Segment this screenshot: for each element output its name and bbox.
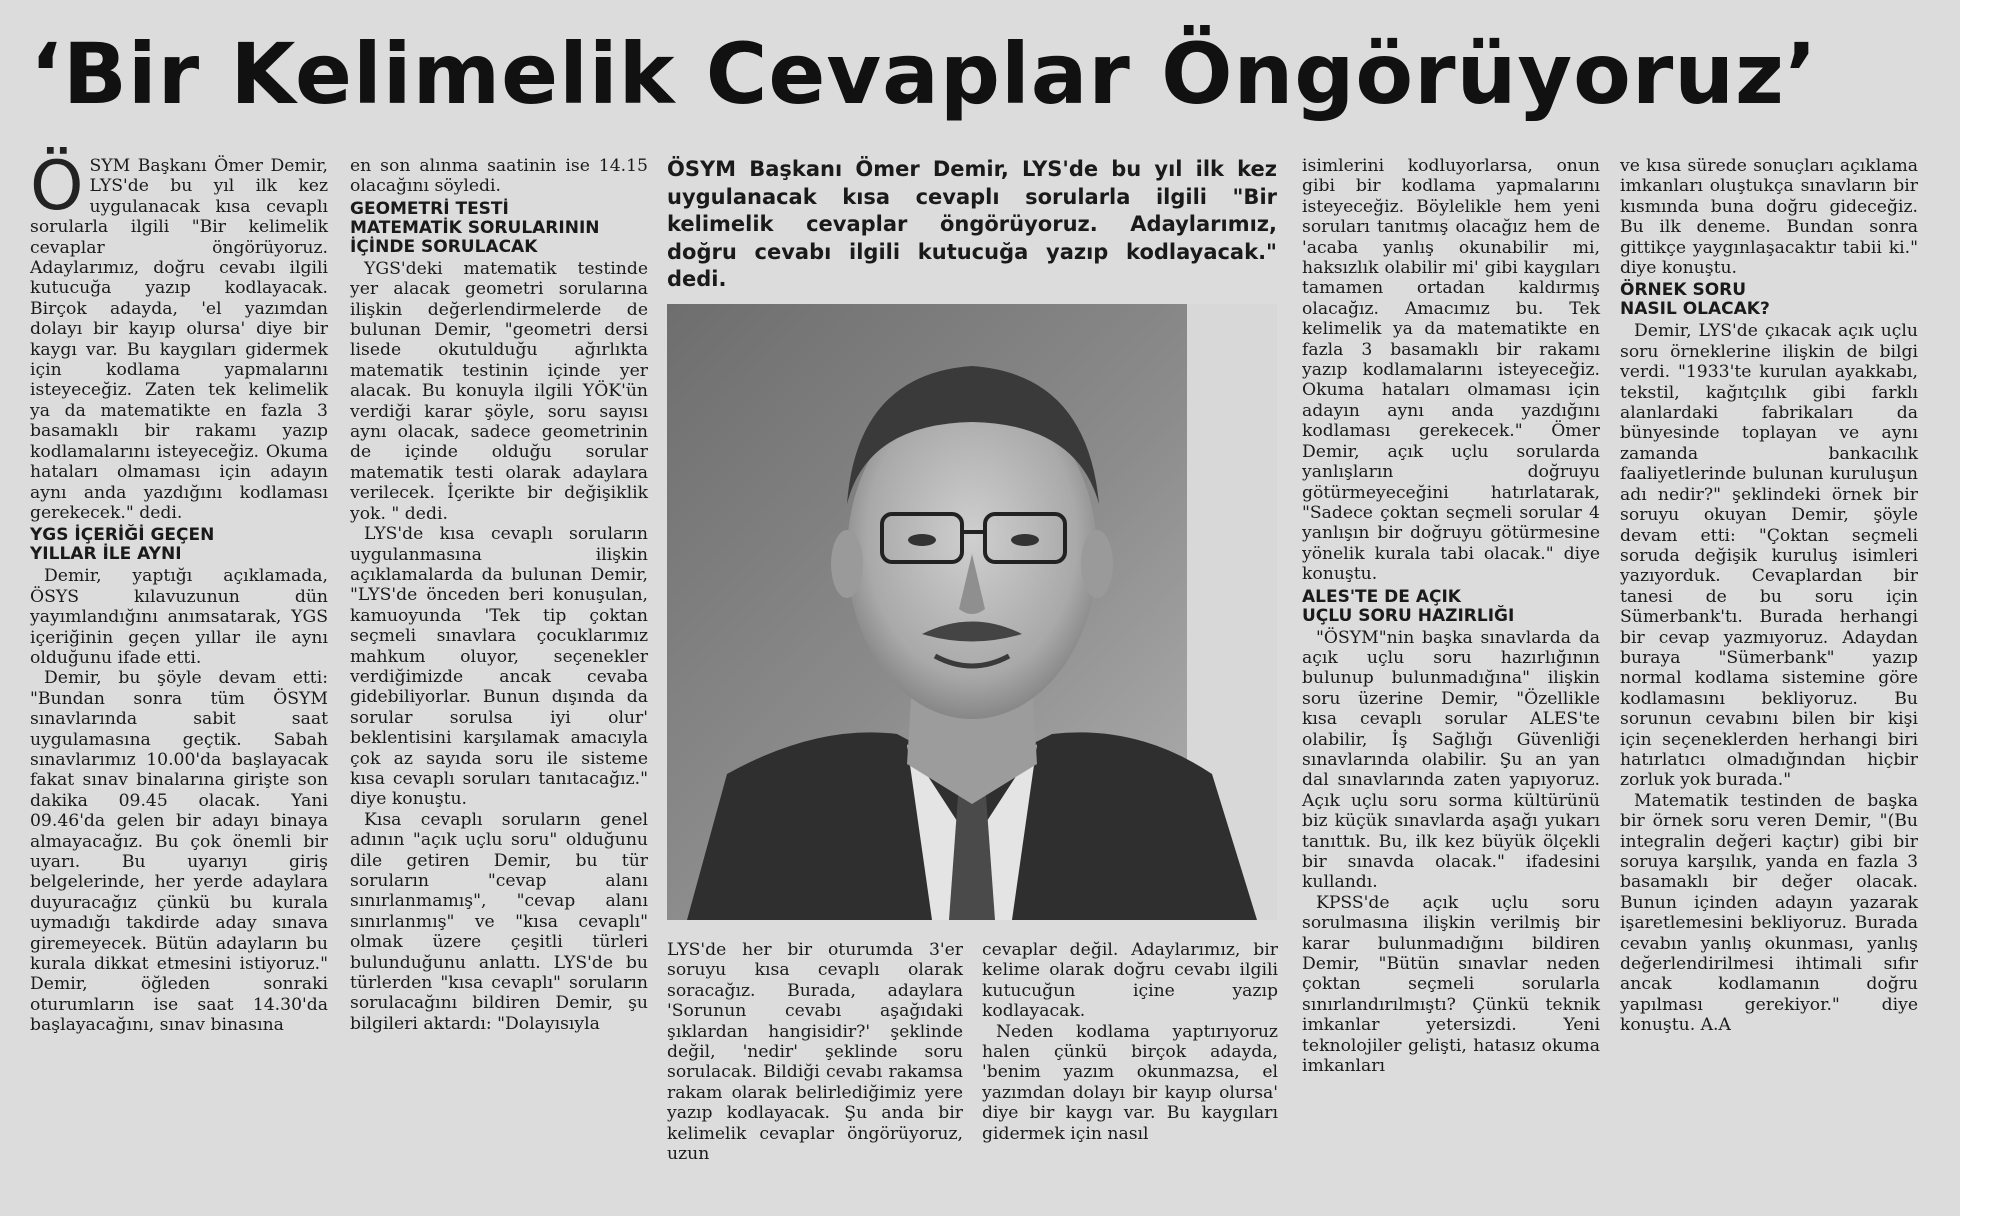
- portrait-photo: [667, 304, 1277, 920]
- article-column-3a: [667, 940, 963, 1164]
- subheading: [1302, 588, 1600, 626]
- paragraph: Demir, bu şöyle devam etti: "Bundan sonra tüm ÖSYM sınavlarında sabit saat uygulamasına geçtik. Sabah sınavlarımız 10.00'da başlayacak fakat sınav binalarına girişte son dakika 09.45 olacak. Yani 09.46'da gelen bir adayı binaya almayacağız. Bu çok önemli bir uyarı. Bu uyarıyı giriş belgelerinde, her yerde adaylara duyuracağız çünkü bu kurala uymadığı takdirde aday sınava giremeyecek. Bütün adayların bu kurala dikkat etmesini istiyoruz." Demir, öğleden sonraki oturumların ise saat 14.30'da başlayacağını, sınav binasına: [30, 668, 328, 1036]
- subheading-line: UÇLU SORU HAZIRLIĞI: [1302, 605, 1515, 626]
- subheading-line: NASIL OLACAK?: [1620, 299, 1770, 320]
- paragraph: "ÖSYM"nin başka sınavlarda da açık uçlu soru hazırlığının bulunup bulunmadığına" ilişkin soru üzerine Demir, "Özellikle kısa cevaplı sorular ALES'te olabilir, İş Sağlığı Güvenliği sınavlarında olabilir. Şu an yan dal sınavlarında zaten yapıyoruz. Açık uçlu soru sorma kültürünü biz küçük sınavlarda aşağı yukarı tanıttık. Bu, ilk kez büyük ölçekli bir sınavda olacak." ifadesini kullandı.: [1302, 627, 1600, 893]
- paragraph: ve kısa sürede sonuçları açıklama imkanları oluştukça sınavların bir kısmında buna doğru gideceğiz. Bu ilk deneme. Bundan sonra gittikçe yaygınlaşacaktır tabii ki." diye konuştu.: [1620, 156, 1918, 279]
- drop-cap: Ö: [30, 147, 84, 226]
- paragraph: Demir, yaptığı açıklamada, ÖSYS kılavuzunun dün yayımlandığını anımsatarak, YGS içeriğinin geçen yıllar ile aynı olduğunu ifade etti.: [30, 566, 328, 668]
- paragraph: KPSS'de açık uçlu soru sorulmasına ilişkin verilmiş bir karar bulunmadığını bildiren Demir, "Bütün sınavlar neden çoktan seçmeli sorularla sınırlandırılmıştı? Çünkü teknik imkanlar yetersizdi. Yeni teknolojiler gelişti, hatasız okuma imkanları: [1302, 892, 1600, 1077]
- paragraph: en son alınma saatinin ise 14.15 olacağını söyledi.: [350, 156, 648, 197]
- subheading-line: GEOMETRİ TESTİ: [350, 198, 509, 219]
- article-column-1: [30, 147, 328, 1036]
- paragraph-text: SYM Başkanı Ömer Demir, LYS'de bu yıl ilk kez uygulanacak kısa cevaplı sorularla ilgili "Bir kelimelik cevaplar öngörüyoruz. Adaylarımız, doğru cevabı ilgili kutucuğa yazıp kodlayacak. Birçok adayda, 'el yazımdan dolayı bir kayıp olursa' diye bir kaygı var. Bu kaygıları gidermek için kodlama yapmalarını isteyeceğiz. Zaten tek kelimelik ya da matematikte en fazla 3 basamaklı bir rakamı yazıp kodlamalarını isteyeceğiz. Okuma hataları olmaması için adayın aynı anda yazdığını kodlaması gerekecek." dedi.: [30, 156, 328, 523]
- article-column-2: [350, 156, 648, 1034]
- subheading-line: MATEMATİK SORULARININ: [350, 217, 600, 238]
- subheading-line: ALES'TE DE AÇIK: [1302, 586, 1461, 607]
- subheading-line: ÖRNEK SORU: [1620, 280, 1747, 301]
- article-column-5: [1620, 156, 1918, 1036]
- paragraph: isimlerini kodluyorlarsa, onun gibi bir kodlama yapmalarını isteyeceğiz. Böylelikle hem yeni soruları tanıtmış olacağız hem de 'acaba yanlış okunabilir mi, haksızlık olabilir mi' gibi kaygıları tamamen ortadan kaldırmış olacağız. Amacımız bu. Tek kelimelik ya da matematikte en fazla 3 basamaklı bir rakamı yazıp kodlamalarını isteyeceğiz. Okuma hataları olmaması için adayın aynı anda yazdığını kodlaması gerekecek." Ömer Demir, açık uçlu sorularda yanlışların doğruyu götürmeyeceğini hatırlatarak, "Sadece çoktan seçmeli sorular 4 yanlışın bir doğruyu götürmesine yönelik kurala tabi olacak." diye konuştu.: [1302, 156, 1600, 585]
- paragraph: LYS'de her bir oturumda 3'er soruyu kısa cevaplı olarak soracağız. Burada, adaylara 'Sorunun cevabı aşağıdaki şıklardan hangisidir?' şeklinde değil, 'nedir' şeklinde soru sorulacak. Bildiği cevabı rakamsa rakam olarak belirlediğimiz yere yazıp kodlayacak. Şu anda bir kelimelik cevaplar öngörüyoruz, uzun: [667, 940, 963, 1165]
- paragraph: Kısa cevaplı soruların genel adının "açık uçlu soru" olduğunu dile getiren Demir, bu tür soruların "cevap alanı sınırlanmamış", "cevap alanı sınırlanmış" ve "kısa cevaplı" olmak üzere çeşitli türleri bulunduğunu anlattı. LYS'de bu türlerden "kısa cevaplı" soruların sorulacağını bildiren Demir, şu bilgileri aktardı: "Dolayısıyla: [350, 809, 648, 1034]
- subheading: [350, 200, 648, 257]
- article-column-3b: [982, 940, 1278, 1144]
- paragraph: Matematik testinden de başka bir örnek soru veren Demir, "(Bu integralin değeri kaçtır) gibi bir soruya karşılık, yanda en fazla 3 basamaklı bir değer olacak. Bunun içinden adayın yazarak işaretlemesini bekliyoruz. Burada cevabın yanlış okunması, yanlış değerlendirilmesi ihtimali sıfır ancak kodlamanın doğru yapılması gerekiyor." diye konuştu. A.A: [1620, 790, 1918, 1036]
- subheading-line: YILLAR İLE AYNI: [30, 544, 182, 565]
- article-column-4: [1302, 156, 1600, 1076]
- subheading-line: YGS İÇERİĞİ GEÇEN: [30, 525, 215, 546]
- subheading-line: İÇİNDE SORULACAK: [350, 236, 538, 257]
- lead-paragraph: ÖSYM Başkanı Ömer Demir, LYS'de bu yıl ilk kez uygulanacak kısa cevaplı sorularla ilgili "Bir kelimelik cevaplar öngörüyoruz. Adaylarımız, doğru cevabı ilgili kutucuğa yazıp kodlayacak." dedi.: [667, 157, 1277, 291]
- paragraph: Neden kodlama yaptırıyoruz halen çünkü birçok adayda, 'benim yazım okunmazsa, el yazımdan dolayı bir kayıp olursa' diye bir kaygı var. Bu kaygıları gidermek için nasıl: [982, 1021, 1278, 1144]
- paragraph: Demir, LYS'de çıkacak açık uçlu soru örneklerine ilişkin de bilgi verdi. "1933'te kurulan ayakkabı, tekstil, kağıtçılık gibi farklı alanlardaki fabrikaları da bünyesinde toplayan ve aynı zamanda bankacılık faaliyetlerinde bulunan kuruluşun adı nedir?" şeklindeki örnek bir soruyu okuyan Demir, şöyle devam etti: "Çoktan seçmeli soruda değişik kuruluş isimleri yazıyorduk. Cevaplardan bir tanesi de bu soru için Sümerbank'tı. Burada herhangi bir cevap yazmıyoruz. Adaydan buraya "Sümerbank" yazıp normal kodlama sistemine göre kodlamasını bekliyoruz. Bu sorunun cevabını bilen bir kişi için seçeneklerden herhangi biri hatırlatıcı olmadığından hiçbir zorluk yok burada.": [1620, 321, 1918, 791]
- paragraph: YGS'deki matematik testinde yer alacak geometri sorularına ilişkin değerlendirmelerde de bulunan Demir, "geometri dersi lisede okutulduğu ağırlıkta matematik testinin içinde yer alacak. Bu konuyla ilgili YÖK'ün verdiği karar şöyle, soru sayısı aynı olacak, sadece geometrinin de içinde olduğu sorular matematik testi olarak adaylara verilecek. İçerikte bir değişiklik yok. " dedi.: [350, 258, 648, 524]
- paragraph: cevaplar değil. Adaylarımız, bir kelime olarak doğru cevabı ilgili kutucuğun içine yazıp kodlayacak.: [982, 940, 1278, 1022]
- headline: ‘Bir Kelimelik Cevaplar Öngörüyoruz’: [30, 25, 1818, 123]
- portrait-photo-icon: [667, 304, 1277, 920]
- paragraph: [30, 147, 328, 523]
- subheading: [30, 526, 328, 564]
- paragraph: LYS'de kısa cevaplı soruların uygulanmasına ilişkin açıklamalarda da bulunan Demir, "LYS'de önceden beri konuşulan, kamuoyunda 'Tek tip çoktan seçmeli sınavlara çocuklarımız mahkum oluyor, seçenekler verdiğimizde ancak cevaba gidebiliyorlar. Bunun dışında da sorular sorulsa iyi olur' beklentisini karşılamak amacıyla çok az sayıda soru ile sisteme kısa cevaplı soruları tanıtacağız." diye konuştu.: [350, 524, 648, 810]
- subheading: [1620, 281, 1918, 319]
